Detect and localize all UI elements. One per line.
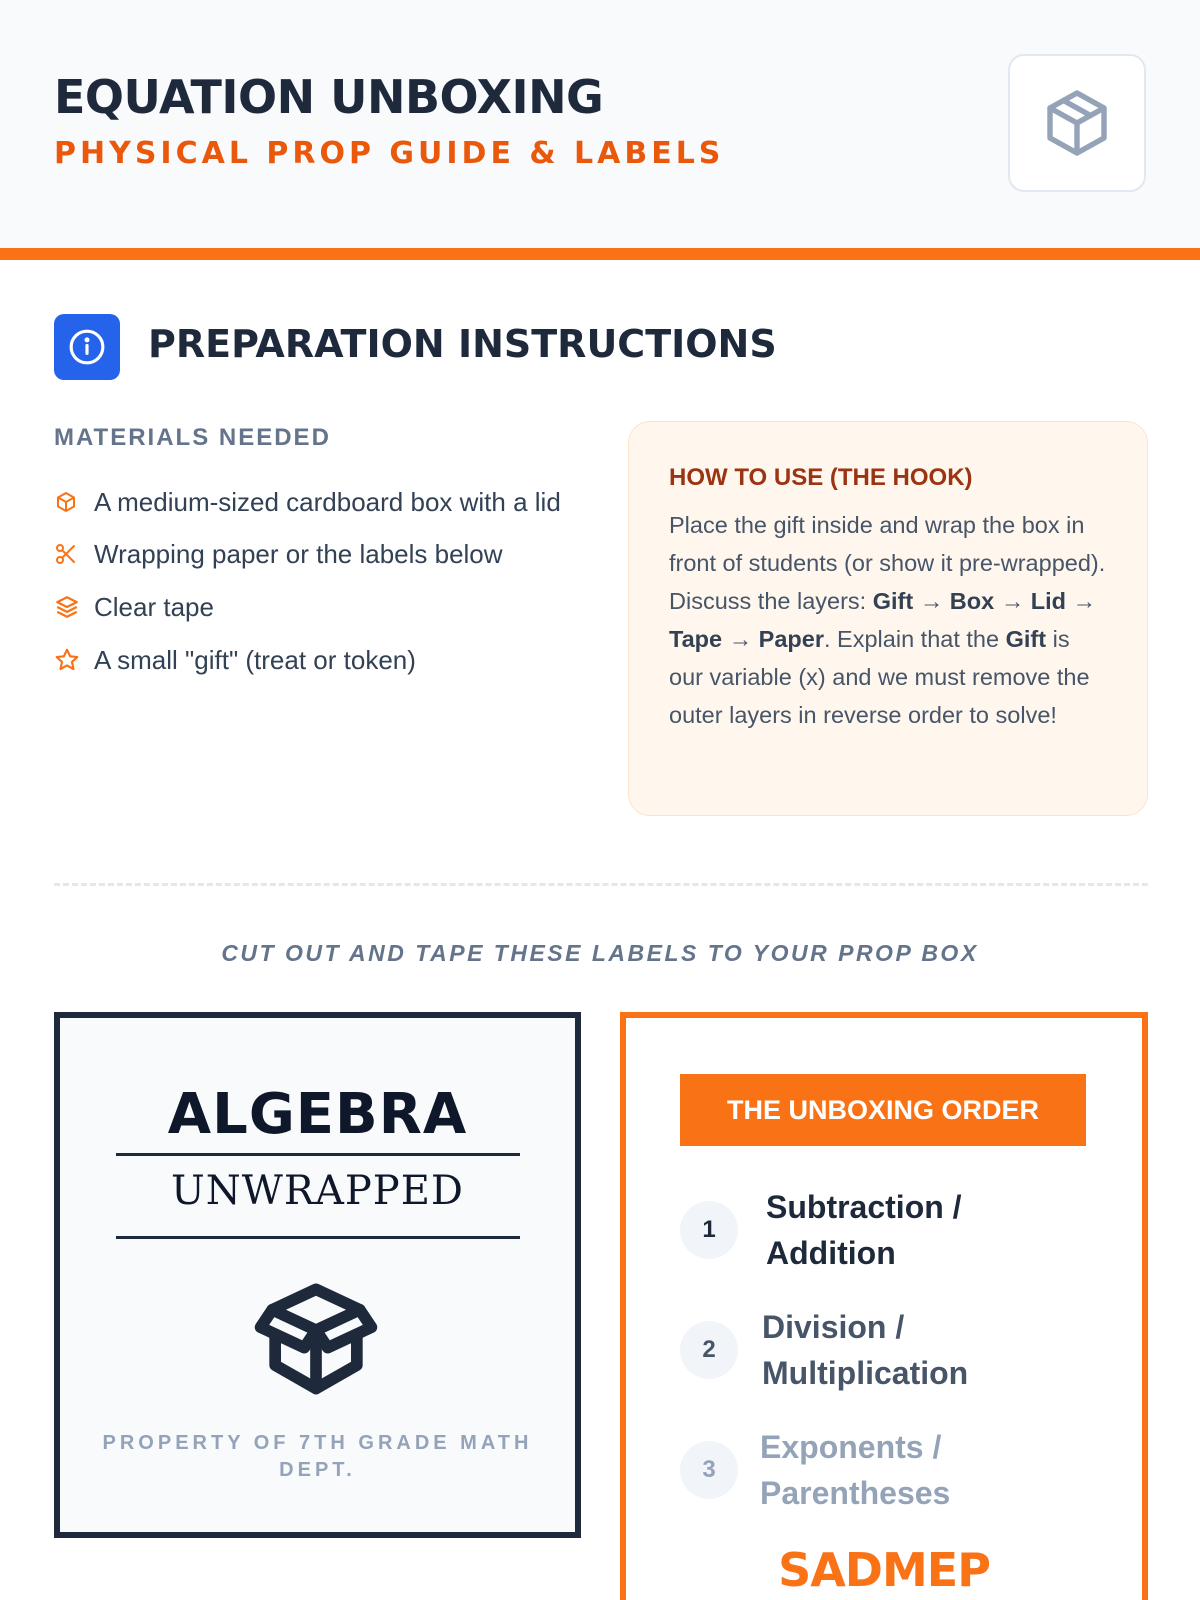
step-text: Exponents / Parentheses — [760, 1429, 951, 1511]
hook-text: Place the gift inside and wrap the box in front of students (or show it pre-wrapped). Discuss the layers: — [669, 512, 1106, 614]
arrow: → — [722, 626, 759, 652]
layer-word: Gift — [872, 588, 914, 614]
page-subtitle: PHYSICAL PROP GUIDE & LABELS — [54, 136, 725, 171]
label-rule — [116, 1236, 520, 1239]
property-note: PROPERTY OF 7TH GRADE MATH DEPT. — [102, 1432, 533, 1481]
layer-word: Box — [949, 588, 995, 614]
layer-word: Paper — [758, 626, 824, 652]
layers-icon — [54, 587, 94, 627]
step-number: 1 — [680, 1201, 738, 1259]
hook-text: is our variable (x) and we must remove the outer layers in reverse order to solve! — [669, 626, 1090, 728]
order-banner: THE UNBOXING ORDER — [680, 1074, 1086, 1146]
materials-list — [54, 482, 574, 693]
order-step — [680, 1424, 1020, 1516]
order-step — [680, 1304, 1022, 1396]
star-icon — [54, 640, 94, 680]
label-subtitle: UNWRAPPED — [171, 1168, 464, 1214]
info-icon — [68, 328, 106, 366]
page-title: EQUATION UNBOXING — [54, 70, 604, 124]
sadmep-acronym: SADMEP — [778, 1543, 990, 1597]
cut-divider — [54, 883, 1148, 886]
materials-heading: MATERIALS NEEDED — [54, 424, 331, 451]
arrow: → — [913, 588, 950, 614]
page-header — [0, 0, 1200, 248]
list-item — [54, 482, 574, 522]
logo-tile — [1008, 54, 1146, 192]
hook-body — [669, 506, 1107, 734]
open-box-icon — [246, 1266, 386, 1406]
list-item — [54, 534, 574, 574]
material-text: A small "gift" (treat or token) — [94, 645, 416, 675]
order-label — [620, 1012, 1148, 1600]
cut-instruction: CUT OUT AND TAPE THESE LABELS TO YOUR PROP BOX — [221, 940, 979, 966]
step-text: Subtraction / Addition — [766, 1189, 962, 1271]
info-badge — [54, 314, 120, 380]
arrow: → — [994, 588, 1031, 614]
header-accent-bar — [0, 248, 1200, 260]
step-number: 2 — [680, 1321, 738, 1379]
material-text: A medium-sized cardboard box with a lid — [94, 487, 561, 517]
step-number: 3 — [680, 1441, 738, 1499]
material-text: Wrapping paper or the labels below — [94, 539, 503, 569]
scissors-icon — [54, 534, 94, 574]
list-item — [54, 587, 574, 627]
order-step — [680, 1184, 1006, 1276]
hook-title: HOW TO USE (THE HOOK) — [669, 464, 973, 491]
hook-card — [628, 421, 1148, 816]
label-rule — [116, 1153, 520, 1156]
label-title: ALGEBRA — [167, 1082, 468, 1147]
step-text: Division / Multiplication — [762, 1309, 969, 1391]
list-item — [54, 640, 574, 680]
arrow: → — [1065, 588, 1097, 614]
layer-word: Tape — [669, 626, 723, 652]
material-text: Clear tape — [94, 592, 214, 622]
section-title: PREPARATION INSTRUCTIONS — [148, 322, 777, 366]
algebra-label — [54, 1012, 581, 1538]
gift-word: Gift — [1005, 626, 1047, 652]
box-icon — [54, 482, 94, 522]
package-icon — [1041, 85, 1113, 161]
hook-text: . Explain that the — [824, 626, 1006, 652]
layer-word: Lid — [1030, 588, 1066, 614]
